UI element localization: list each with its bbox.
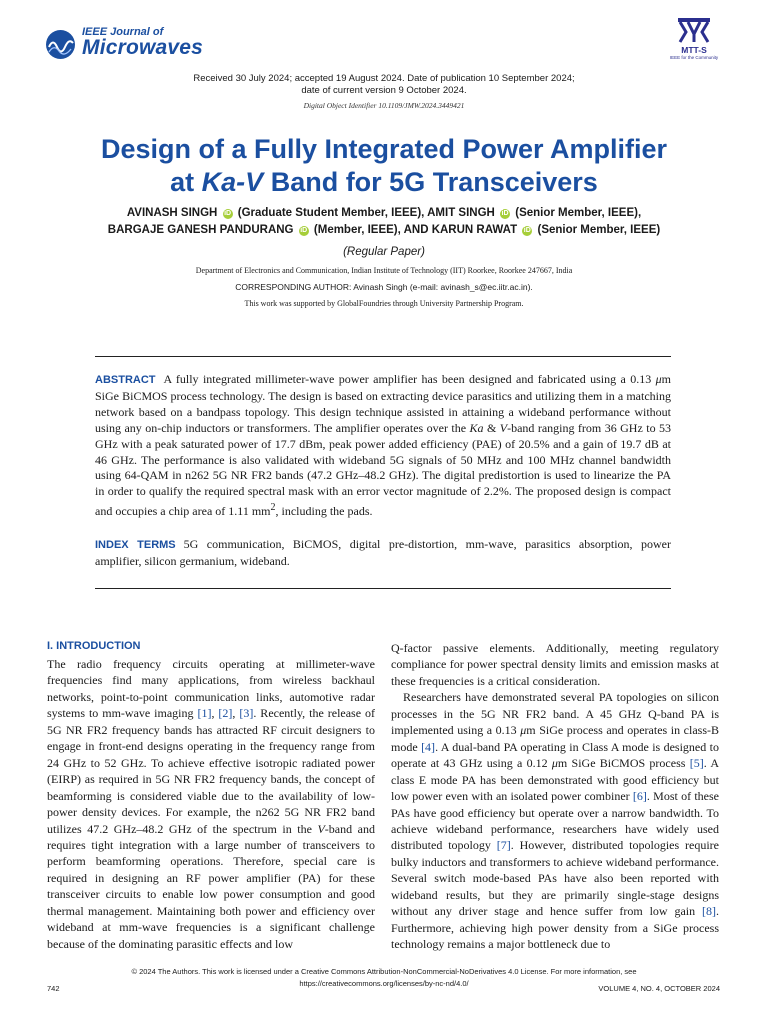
author-role: (Senior Member, IEEE) [537,224,661,236]
body-text: , [232,706,240,721]
doi: Digital Object Identifier 10.1109/JMW.2024.3449421 [303,101,465,110]
title-line-1: Design of a Fully Integrated Power Amplifier [100,134,668,164]
citation-link[interactable]: [6] [632,789,647,804]
mtts-emblem-icon [676,16,712,44]
abstract-text: & [483,420,500,435]
body-text: . A class E mode PA has been demonstrated with good efficiency but low power even with an isolated power combiner [391,756,719,804]
body-text: V [317,821,325,836]
title-band: Ka-V [201,167,264,197]
author-name: AVINASH SINGH [126,207,218,219]
body-text: μ [520,723,527,738]
journal-emblem-icon [46,30,75,59]
index-terms [95,537,671,570]
society-name: MTT-S [681,45,707,55]
paper-type: (Regular Paper) [343,246,425,258]
author-role: (Senior Member, IEEE), [515,207,642,219]
index-terms-text: 5G communication, BiCMOS, digital pre-distortion, mm-wave, parasitics absorption, power amplifier, silicon germanium, wideband. [95,537,671,568]
paper-title [0,133,768,199]
license-notice: © 2024 The Authors. This work is licensed under a Creative Commons Attribution-NonCommercial-NoDerivatives 4.0 License. For more information, see [131,967,637,976]
abstract [95,372,671,520]
journal-logo [46,26,256,62]
title-post: Band for 5G Transceivers [263,167,598,197]
citation-link[interactable]: [3] [239,706,254,721]
journal-name-prefix: IEEE Journal of [82,26,164,38]
orcid-icon[interactable]: iD [501,210,509,217]
citation-link[interactable]: [1] [197,706,212,721]
author-list [0,205,768,239]
license-url[interactable]: https://creativecommons.org/licenses/by-nc-nd/4.0/ [299,979,469,988]
author-role: (Member, IEEE), AND KARUN RAWAT [313,224,518,236]
abstract-text: , including the pads. [275,504,373,519]
received-dates: Received 30 July 2024; accepted 19 August 2024. Date of publication 10 September 2024; [193,73,575,84]
affiliation: Department of Electronics and Communication, Indian Institute of Technology (IIT) Roorkee, Roorkee 247667, India [195,266,573,275]
body-text: m SiGe process and operates in class-B mode [391,723,719,754]
citation-link[interactable]: [5] [689,756,704,771]
body-text: . Recently, the release of 5G NR FR2 frequency bands has attracted RF circuit designers to engage in front-end designs operating in the frequency range from 24 GHz to 52 GHz. To achieve effective isotropic radiated power (EIRP) as required in 5G NR FR2 frequency bands, the concept of beamforming is considered viable due to the availability of low-power density devices. For example, the n262 5G NR FR2 band utilizes 47.2 GHz–48.2 GHz of the spectrum in the [47,706,375,836]
divider [95,356,671,357]
journal-name: Microwaves [82,36,204,59]
orcid-icon[interactable]: iD [300,227,308,234]
title-pre: at [170,167,202,197]
section-heading: I. INTRODUCTION [47,640,141,652]
body-text: The radio frequency circuits operating at millimeter-wave frequencies find many applications, from wireless backhaul networks, point-to-point communication links, automotive radar systems to mm-wave imaging [47,657,375,721]
body-text: , [211,706,219,721]
body-text: -band and requires tight integration with a large number of transceivers to perform beamforming operations. Therefore, special care is required in designing an RF power amplifier (PA) for these transceiver circuits to enable low power consumption and good thermal management. Maintaining both power and efficiency over wideband at mm-wave frequencies is a significant challenge because of the dominating parasitic effects and low [47,821,375,951]
author-role: (Graduate Student Member, IEEE), AMIT SINGH [237,207,495,219]
abstract-label: ABSTRACT [95,374,156,386]
volume-info: VOLUME 4, NO. 4, OCTOBER 2024 [598,984,720,993]
title-line-2 [0,166,768,199]
citation-link[interactable]: [2] [218,706,233,721]
page-number: 742 [47,984,60,993]
right-column [391,640,719,953]
orcid-icon[interactable]: iD [523,227,531,234]
body-text: . Most of these PAs have good efficiency but operate over a narrow bandwidth. To achieve wideband performance, researchers have widely used distributed topology [391,789,719,853]
paragraph: Q-factor passive elements. Additionally, meeting regulatory compliance for power spectral density limits and emission masks at these frequencies is a critical consideration. [391,641,719,688]
left-column [47,656,375,952]
corresponding-author: CORRESPONDING AUTHOR: Avinash Singh (e-mail: avinash_s@ec.iitr.ac.in). [235,282,533,292]
society-tagline: IEEE for the Community [669,55,719,60]
body-text: . Furthermore, achieving high power density from a SiGe process technology remains a major bottleneck due to [391,904,719,952]
body-text: m SiGe BiCMOS process [557,756,690,771]
abstract-text: 2 [270,502,276,514]
author-line-1 [0,205,768,222]
orcid-icon[interactable]: iD [224,210,232,217]
citation-link[interactable]: [8] [702,904,716,919]
body-text: Researchers have demonstrated several PA topologies on silicon processes in the 5G NR FR2 band. A 45 GHz Q-band PA is implemented using a 0.13 [391,690,719,738]
society-logo [664,16,724,62]
author-line-2 [0,222,768,239]
index-terms-label: INDEX TERMS [95,539,176,551]
abstract-text: -band ranging from 36 GHz to 53 GHz with a peak saturated power of 17.7 dBm, peak power added efficiency (PAE) of 20.5% and a gain of 19.7 dB at 46 GHz. The performance is also validated with wideband 5G signals of 50 MHz and 100 MHz channel bandwidth using 64-QAM in n262 5G NR FR2 bands (47.2 GHz–48.2 GHz). The digital predistortion is used to linearize the PA in order to qualify the required spectral mask with an error vector magnitude of 2.2%. The proposed design is compact and occupies a chip area of 1.11 mm [95,420,672,519]
abstract-text: m SiGe BiCMOS process technology. The design is based on extracting device parasitics and utilizing them in a matching network based on a bandpass topology. This design technique assisted in attaining a wideband performance without using any on-chip inductors or transformers. The amplifier operates over the [95,372,671,435]
body-text: . However, distributed topologies require bulky inductors and transformers to achieve wideband performance. Several switch mode-based PAs have also been reported with wideband results, but they are primarily single-stage designs without any driver stage and hence suffer from low gain [391,838,719,919]
author-name: BARGAJE GANESH PANDURANG [107,224,294,236]
abstract-text: V [499,420,508,435]
abstract-text: μ [655,372,662,386]
body-text: μ [551,756,558,771]
abstract-text: Ka [469,420,484,435]
divider [95,588,671,589]
citation-link[interactable]: [7] [496,838,511,853]
body-text: . A dual-band PA operating in Class A mode is designed to operate at 43 GHz using a 0.12 [391,739,719,771]
abstract-text: A fully integrated millimeter-wave power amplifier has been designed and fabricated using a 0.13 [163,372,656,386]
funding-note: This work was supported by GlobalFoundries through University Partnership Program. [244,299,524,308]
citation-link[interactable]: [4] [421,739,436,754]
current-version-date: date of current version 9 October 2024. [301,85,467,96]
paragraph [47,656,375,952]
paragraph [391,689,719,952]
